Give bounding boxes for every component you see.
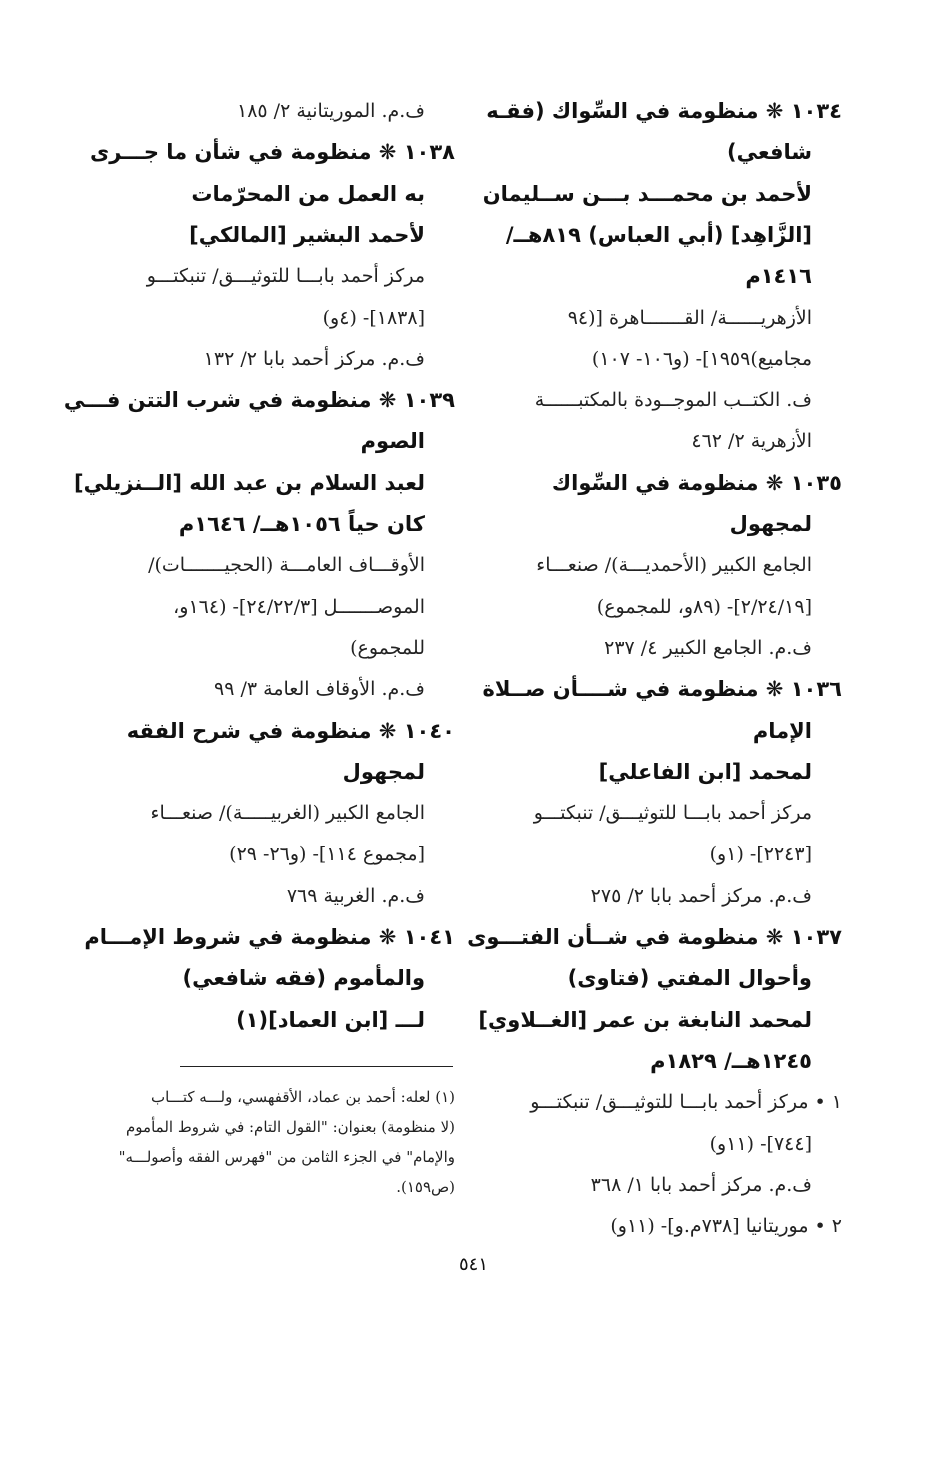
entry-detail-line: الأزهريــــــة/ القـــــــاهرة [(٩٤ xyxy=(567,306,812,329)
entry-heading-line: لمحمد النابغة بن عمر [الغــلاوي] xyxy=(478,1007,812,1032)
entry-detail-line: [٧٤٤]- (١١و) xyxy=(709,1132,812,1155)
footnotes xyxy=(110,1082,455,1202)
entry-heading-line: كان حياً ١٠٥٦هــ/ ١٦٤٦م xyxy=(178,512,425,536)
entry-heading-line: وأحوال المفتي (فتاوى) xyxy=(567,966,812,991)
entry-detail-line: ٢ • موريتانيا [٧٣٨م.و]- (١١و) xyxy=(610,1215,842,1238)
footnote-separator xyxy=(180,1066,453,1067)
entry-heading-line: ١٠٣٤ ❋ منظومة في السِّواك (فقـه xyxy=(486,99,842,123)
entry-detail-line: مجاميع)١٩٥٩]- (و١٠٦- ١٠٧) xyxy=(591,347,812,370)
entry-heading-line: ١٠٣٩ ❋ منظومة في شرب التتن فـــي xyxy=(63,388,455,413)
entry-detail-line: ف.م. الأوقاف العامة ٣/ ٩٩ xyxy=(214,678,425,701)
entry-detail-line: الأوقـــاف العامـــة (الحجيـــــــات)/ xyxy=(148,554,425,577)
footnote-line: (١) لعله: أحمد بن عماد، الأقفهسي، ولـــه كتـــاب xyxy=(150,1088,455,1106)
entry-detail-line: ف.م. مركز أحمد بابا ٢/ ٢٧٥ xyxy=(590,884,812,907)
entry-heading-line: ١٠٤١ ❋ منظومة في شروط الإمـــام xyxy=(84,925,455,949)
entry-detail-line: للمجموع) xyxy=(350,636,425,659)
entry-heading-line: الصوم xyxy=(360,429,425,454)
footnote-line: (ص١٥٩). xyxy=(396,1178,455,1196)
entry-heading-line: لأحمد البشير [المالكي] xyxy=(189,222,425,247)
entry-detail-line: [٢/٢٤/١٩]- (٨٩و، للمجموع) xyxy=(596,595,812,618)
footnote-line: والإمام" في الجزء الثامن من "فهرس الفقه وأصولـــه" xyxy=(118,1148,455,1166)
entry-heading-line: لعبد السلام بن عبد الله [الــنزيلي] xyxy=(74,470,425,495)
entry-heading-line: لمجهول xyxy=(729,512,812,536)
entry-heading-line: ١٤١٦م xyxy=(745,264,812,289)
entry-heading-line: الإمام xyxy=(752,718,812,743)
entry-detail-line: مركز أحمد بابـــا للتوثيـــق/ تنبكتـــو xyxy=(533,802,812,825)
entry-detail-line: ف.م. مركز أحمد بابا ٢/ ١٣٢ xyxy=(203,347,425,370)
entry-detail-line: [٢٢٤٣]- (١و) xyxy=(709,843,812,866)
entry-detail-line: ف.م. مركز أحمد بابا ١/ ٣٦٨ xyxy=(590,1173,812,1196)
entry-detail-line: الموصـــــــل [٢٤/٢٢/٣]- (١٦٤و، xyxy=(173,595,425,618)
entry-heading-line: لمحمد [ابن الفاعلي] xyxy=(598,759,812,784)
entry-heading-line: والمأموم (فقه شافعي) xyxy=(182,966,425,991)
entry-heading-line: شافعي) xyxy=(727,140,812,165)
entry-detail-line: مركز أحمد بابـــا للتوثيـــق/ تنبكتـــو xyxy=(146,265,425,288)
footnote-line: (لا منظومة) بعنوان: "القول التام: في شروط المأموم xyxy=(126,1118,455,1136)
entry-detail-line: الجامع الكبير (الأحمديـــة)/ صنعـــاء xyxy=(536,554,812,577)
entry-detail-line: الجامع الكبير (الغربيـــــة)/ صنعـــاء xyxy=(150,802,425,825)
entry-heading-line: ١٠٤٠ ❋ منظومة في شرح الفقه xyxy=(126,718,455,743)
entry-detail-line: ف. الكتــب الموجــودة بالمكتبــــــة xyxy=(534,389,812,412)
entry-detail-line: ف.م. الموريتانية ٢/ ١٨٥ xyxy=(237,100,425,122)
entry-heading-line: به العمل من المحرّمات xyxy=(191,181,425,206)
entry-detail-line: الأزهرية ٢/ ٤٦٢ xyxy=(691,430,812,453)
entry-detail-line: [١٨٣٨]- (٤و) xyxy=(322,306,425,329)
entry-detail-line: [مجموع ١١٤]- (و٢٦- ٢٩) xyxy=(229,843,425,866)
entry-detail-line: ف.م. الجامع الكبير ٤/ ٢٣٧ xyxy=(604,636,812,659)
entry-heading-line: لأحمد بن محمـــد بـــن ســليمان xyxy=(482,181,812,206)
entry-heading-line: [الزَّاهِد] (أبي العباس) ٨١٩هــ/ xyxy=(505,222,812,247)
entry-heading-line: لمجهول xyxy=(342,759,425,784)
entry-heading-line: ١٠٣٥ ❋ منظومة في السِّواك xyxy=(551,470,842,495)
entry-heading-line: ١٢٤٥هــ/ ١٨٢٩م xyxy=(650,1048,812,1073)
entry-heading-line: ١٠٣٧ ❋ منظومة في شــأن الفتـــوى xyxy=(467,925,842,949)
entry-heading-line: ١٠٣٨ ❋ منظومة في شأن ما جـــرى xyxy=(90,140,455,165)
entry-heading-line: ١٠٣٦ ❋ منظومة في شــــأن صــلاة xyxy=(482,677,842,702)
page-number: ٥٤١ xyxy=(458,1254,488,1275)
entry-detail-line: ١ • مركز أحمد بابـــا للتوثيـــق/ تنبكتـــو xyxy=(530,1091,842,1114)
entry-detail-line: ف.م. الغربية ٧٦٩ xyxy=(286,884,425,907)
entry-heading-line: لـــ [ابن العماد](١) xyxy=(236,1007,425,1032)
